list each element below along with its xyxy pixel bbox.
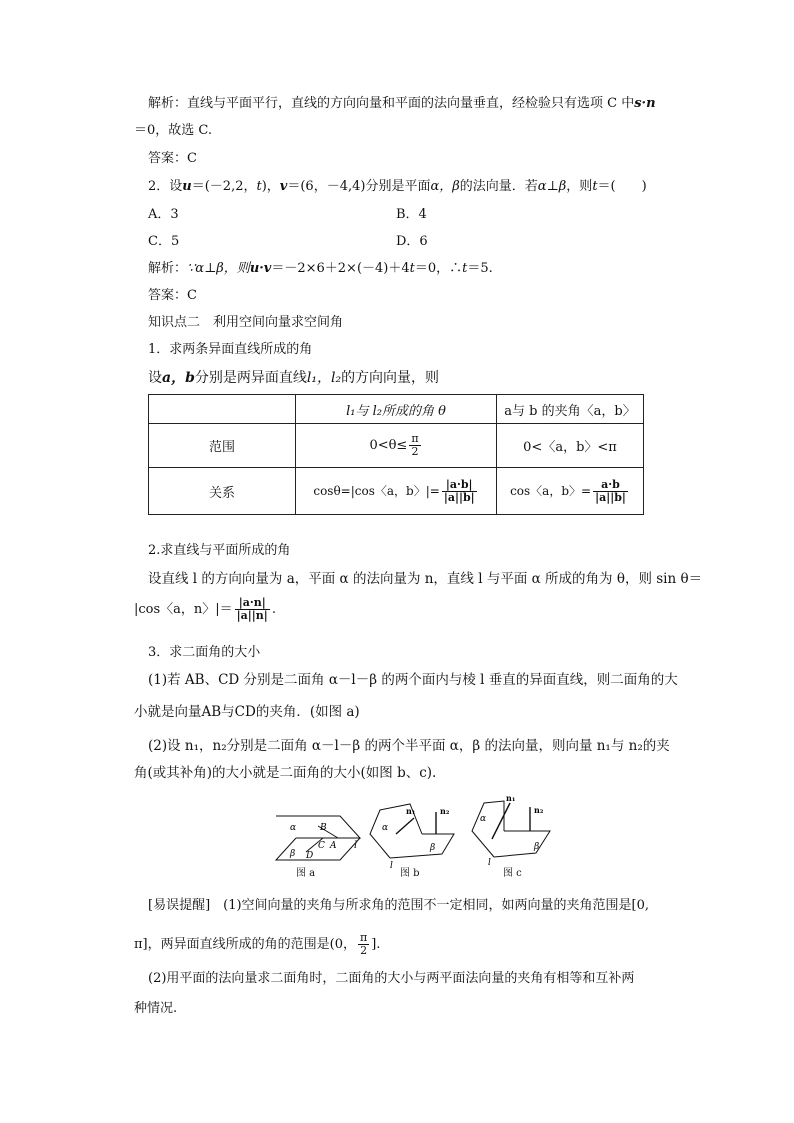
- fig-a-label-A: A: [330, 841, 337, 851]
- figure-c-caption-text: 图 c: [503, 868, 522, 879]
- fig-c-label-l: l: [488, 858, 491, 867]
- analysis-1-line2: [134, 122, 212, 140]
- fig-c-label-alpha: α: [480, 814, 487, 824]
- q2-stem-d: ＝( ): [597, 179, 647, 194]
- fig-b-label-beta: β: [430, 843, 436, 853]
- table-row-range: [149, 424, 644, 468]
- fig-c-label-n2: n₂: [534, 805, 544, 815]
- analysis-text: 直线与平面平行，直线的方向向量和平面的法向量垂直，经检验只有选项 C 中: [187, 96, 635, 111]
- var-t-2: t: [592, 179, 598, 194]
- dot-product-expr: s·n: [634, 96, 656, 111]
- section-2-title: [148, 542, 290, 560]
- normal-n1: [492, 803, 510, 839]
- section-1-intro: [148, 369, 439, 387]
- option-c: [148, 233, 179, 251]
- table-relation-vector: [497, 468, 644, 515]
- frac-den: 2: [360, 944, 368, 957]
- figure-a-edge-label: l: [354, 840, 358, 851]
- option-b-text: B．4: [396, 207, 427, 222]
- s1-intro-b: 分别是两异面直线: [194, 370, 307, 386]
- table-header-1: l₁与 l₂所成的角 θ: [346, 403, 446, 419]
- section-3-p1-line1: [148, 671, 678, 689]
- frac-den: |a||b|: [443, 490, 475, 504]
- tip-line1: [148, 897, 649, 915]
- analysis-1-line1: [148, 95, 656, 113]
- angle-table: [148, 394, 644, 515]
- tip-line2-pre: π]，两异面直线所成的角的范围是: [134, 937, 330, 952]
- analysis-2-t: t: [409, 261, 415, 276]
- relation-vector-text: cos〈a，b〉=: [510, 483, 592, 498]
- figure-b-caption-text: 图 b: [400, 868, 420, 879]
- tip-paren-open: (0，: [329, 937, 356, 952]
- plane-alpha: [276, 816, 360, 838]
- relation-angle-text: cosθ=|cos〈a，b〉|=: [313, 483, 440, 498]
- figure-c-caption: [503, 868, 522, 880]
- analysis-2-d: ＝5.: [467, 261, 493, 276]
- table-range-vector: [497, 424, 644, 468]
- frac-num: π: [359, 931, 368, 944]
- s3-p1-line2: 小就是向量AB与CD的夹角．(如图 a): [134, 704, 360, 720]
- fig-c-label-beta: β: [534, 842, 540, 852]
- fig-a-label-alpha: α: [290, 823, 297, 833]
- q2-stem-b: 的法向量．若: [459, 179, 538, 194]
- figure-b: [362, 800, 462, 870]
- section-3-p2-line1: [148, 737, 670, 755]
- figure-a-caption: [296, 868, 315, 880]
- fig-a-label-C: C: [318, 841, 325, 851]
- q2-condition: α⊥β: [537, 179, 567, 194]
- dot-product-uv: u·v: [249, 261, 272, 276]
- tip-bracket-close: ]: [371, 937, 377, 952]
- tip-line2: [134, 932, 380, 957]
- analysis-2: [148, 260, 493, 278]
- tip-line3: [148, 970, 634, 988]
- relation-vector-fraction: [593, 479, 628, 504]
- range-label: 范围: [208, 440, 235, 455]
- vector-v: v: [279, 179, 288, 194]
- analysis-label: 解析：: [148, 96, 188, 111]
- s3-p2-line2: 角(或其补角)的大小就是二面角的大小(如图 b、c).: [134, 765, 437, 781]
- range-angle-text: 0<θ≤: [369, 438, 408, 453]
- option-b: [396, 206, 427, 224]
- table-header-col2: [497, 395, 644, 424]
- plane-beta: [494, 831, 550, 857]
- section-3-title-text: 3．求二面角的大小: [148, 645, 261, 660]
- tip-line4: [134, 1000, 177, 1018]
- plane-beta: [390, 834, 454, 858]
- section-3-p2-line2: [134, 764, 436, 782]
- s1-intro-a: 设: [148, 370, 162, 386]
- answer-2: [148, 287, 197, 305]
- s1-ab: a，b: [162, 370, 195, 386]
- analysis-2-t2: t: [462, 261, 468, 276]
- option-d: [396, 233, 428, 251]
- fig-b-label-l: l: [390, 861, 393, 870]
- s3-p2-line1: (2)设 n₁，n₂分别是二面角 α－l－β 的两个半平面 α，β 的法向量，则向量 n₁与 n₂的夹: [148, 738, 670, 754]
- line-plane-fraction: [235, 597, 270, 622]
- q2-u-end: )，: [261, 179, 280, 194]
- fig-a-label-D: D: [306, 851, 314, 861]
- table-corner: [149, 395, 296, 424]
- plane-alpha: [472, 801, 504, 857]
- vector-v-value: ＝(6，－4,4)分别是平面: [287, 179, 431, 194]
- vector-u-value: ＝(－2,2，: [191, 179, 257, 194]
- section-2-line1: [148, 570, 702, 588]
- s1-intro-c: 的方向向量，则: [341, 370, 440, 386]
- knowledge-point-2: [148, 314, 343, 332]
- range-vector-text: 0<〈a，b〉<π: [523, 440, 617, 455]
- tip-pi-over-2: [358, 932, 369, 957]
- table-header-col1: [296, 395, 497, 424]
- analysis-2-b: ＝－2×6＋2×(－4)＋4: [271, 261, 410, 276]
- analysis-cont: ＝0，故选 C.: [134, 123, 213, 138]
- table-row-label-relation: [149, 468, 296, 515]
- option-a: [148, 206, 179, 224]
- section-1-title: [148, 341, 312, 359]
- frac-den: 2: [411, 445, 419, 458]
- table-row-label-range: [149, 424, 296, 468]
- analysis-2-label: 解析：: [148, 261, 188, 276]
- figure-a-caption-text: 图 a: [296, 868, 316, 879]
- option-a-text: A．3: [148, 207, 179, 222]
- pi-over-2-fraction: [409, 433, 420, 458]
- fig-a-label-beta: β: [290, 849, 296, 859]
- section-2-line1-text: 设直线 l 的方向向量为 a，平面 α 的法向量为 n，直线 l 与平面 α 所成的角为 θ，则 sin θ＝: [148, 571, 703, 587]
- frac-num: |a·b|: [442, 479, 477, 492]
- fig-a-label-B: B: [320, 823, 327, 833]
- analysis-2-c: ＝0，∴: [414, 261, 463, 276]
- table-range-angle: [296, 424, 497, 468]
- analysis-2-a: ∵α⊥β，则: [187, 261, 250, 276]
- frac-den: |a||b|: [595, 490, 626, 504]
- answer-2-text: 答案：C: [148, 288, 197, 303]
- section-2-end: .: [271, 602, 276, 617]
- tip-line1-text: [易误提醒] (1)空间向量的夹角与所求角的范围不一定相同，如两向量的夹角范围是[0,: [148, 898, 650, 913]
- table-header-row: [149, 395, 644, 424]
- frac-num: |a·n|: [235, 597, 270, 610]
- frac-num: π: [411, 432, 419, 445]
- section-2-line2-pre: |cos〈a，n〉|＝: [134, 602, 233, 617]
- question-2-stem: [148, 178, 647, 196]
- table-row-relation: [149, 468, 644, 515]
- table-relation-angle: [296, 468, 497, 515]
- fig-c-label-n1: n₁: [506, 795, 516, 803]
- answer-1: [148, 150, 197, 168]
- section-2-title-text: 2.求直线与平面所成的角: [148, 543, 291, 558]
- frac-num: a·b: [593, 479, 628, 492]
- tip-end: .: [376, 937, 381, 952]
- tip-line3-text: (2)用平面的法向量求二面角时，二面角的大小与两平面法向量的夹角有相等和互补两: [148, 971, 635, 986]
- vector-u: u: [182, 179, 192, 194]
- alpha-beta: α，β: [430, 179, 460, 194]
- section-1-title-text: 1．求两条异面直线所成的角: [148, 342, 313, 357]
- fig-b-label-n2: n₂: [440, 806, 450, 816]
- figure-b-caption: [400, 868, 420, 880]
- q2-stem-c: ，则: [566, 179, 593, 194]
- option-d-text: D．6: [396, 234, 428, 249]
- tip-line4-text: 种情况.: [134, 1001, 178, 1016]
- table-header-2: a与 b 的夹角〈a，b〉: [504, 403, 636, 419]
- normal-n1: [396, 818, 414, 834]
- option-c-text: C．5: [148, 234, 180, 249]
- fig-b-label-alpha: α: [382, 823, 389, 833]
- knowledge-point-2-text: 知识点二 利用空间向量求空间角: [148, 315, 344, 330]
- frac-den: |a||n|: [236, 609, 268, 622]
- figure-a: [268, 808, 368, 868]
- relation-label: 关系: [208, 485, 235, 501]
- section-2-line2: [134, 597, 276, 622]
- s1-l1l2: l₁，l₂: [306, 370, 342, 386]
- fig-b-label-n1: n₁: [406, 806, 416, 816]
- section-3-p1-line2: [134, 703, 360, 721]
- answer-1-text: 答案：C: [148, 151, 197, 166]
- var-t: t: [256, 179, 262, 194]
- s3-p1-line1: (1)若 AB、CD 分别是二面角 α－l－β 的两个面内与棱 l 垂直的异面直线，则二面角的大: [148, 672, 678, 688]
- figure-c: [466, 795, 566, 867]
- section-3-title: [148, 644, 260, 662]
- q2-stem-a: 2．设: [148, 179, 183, 194]
- relation-angle-fraction: [442, 479, 477, 504]
